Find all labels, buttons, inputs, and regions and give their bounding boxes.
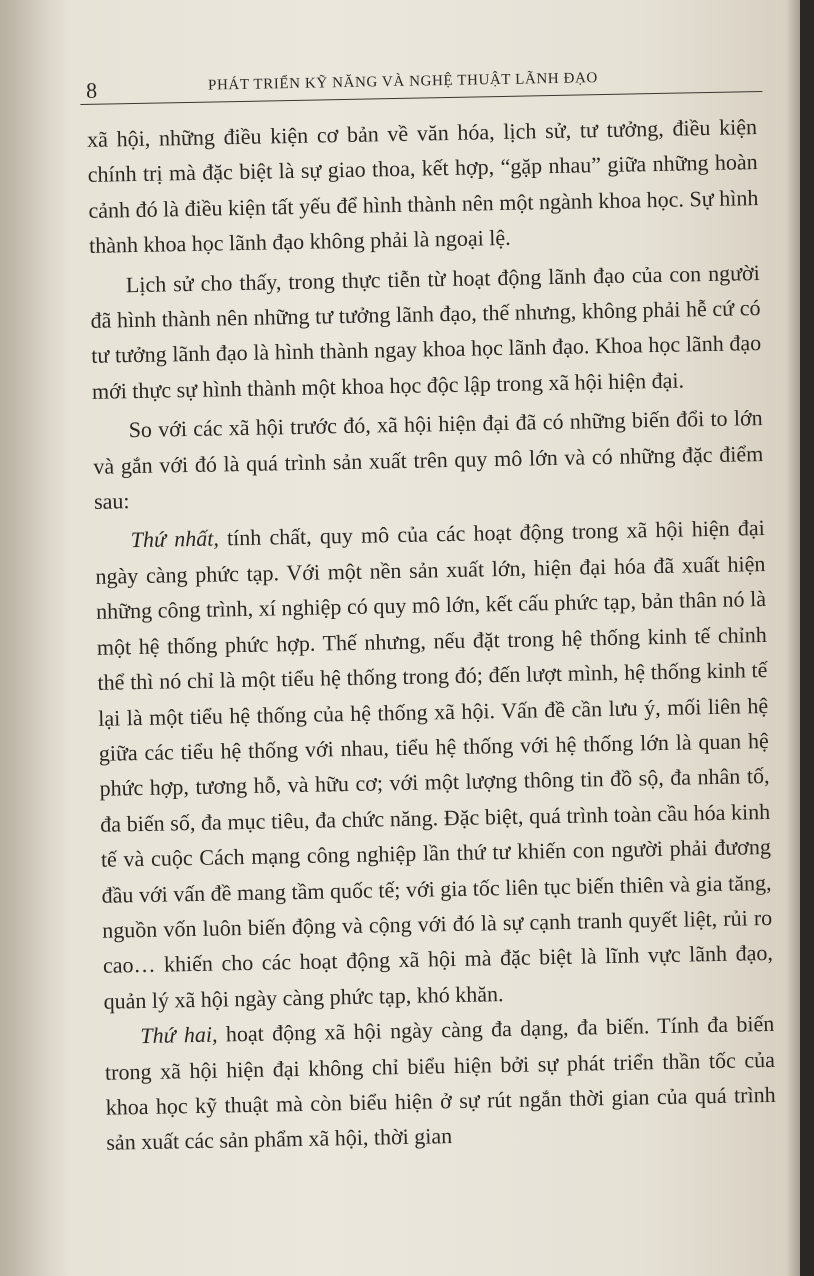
paragraph-3: So với các xã hội trước đó, xã hội hiện đại đã có những biến đổi to lớn và gắn với đó là quá trình sản xuất trên quy mô lớn và có những đặc điểm sau: <box>93 405 764 514</box>
paragraph-5 <box>104 1006 777 1160</box>
paragraph-2: Lịch sử cho thấy, trong thực tiễn từ hoạt động lãnh đạo của con người đã hình thành nên những tư tưởng lãnh đạo, thế nhưng, không phải hễ cứ có tư tưởng lãnh đạo là hình thành ngay khoa học lãnh đạo. Khoa học lãnh đạo mới thực sự hình thành một khoa học độc lập trong xã hội hiện đại. <box>90 259 762 404</box>
paragraph-4-lead: Thứ nhất, <box>130 525 220 553</box>
paragraph-4-text: tính chất, quy mô của các hoạt động trong xã hội hiện đại ngày càng phức tạp. Với một nền sản xuất lớn, hiện đại hóa đã xuất hiện những công trình, xí nghiệp có quy mô lớn, kết cấu phức tạp, bản thân nó là một hệ thống phức hợp. Thế nhưng, nếu đặt trong hệ thống kinh tế chỉnh thể thì nó chỉ là một tiểu hệ thống trong đó; đến lượt mình, hệ thống kinh tế lại là một tiểu hệ thống của hệ thống xã hội. Vấn đề cần lưu ý, mối liên hệ giữa các tiểu hệ thống với nhau, tiểu hệ thống với hệ thống lớn là quan hệ phức hợp, tương hỗ, và hữu cơ; với một lượng thông tin đồ sộ, đa nhân tố, đa biến số, đa mục tiêu, đa chức năng. Đặc biệt, quá trình toàn cầu hóa kinh tế và cuộc Cách mạng công nghiệp lần thứ tư khiến con người phải đương đầu với vấn đề mang tầm quốc tế; với gia tốc liên tục biến thiên và gia tăng, nguồn vốn luôn biến động và cộng với đó là sự cạnh tranh quyết liệt, rủi ro cao… khiến cho các hoạt động xã hội mà đặc biệt là lĩnh vực lãnh đạo, quản lý xã hội ngày càng phức tạp, khó khăn. <box>95 515 774 1014</box>
page-number: 8 <box>85 77 98 103</box>
header-rule <box>80 91 762 105</box>
paragraph-5-text: hoạt động xã hội ngày càng đa dạng, đa biến. Tính đa biến trong xã hội hiện đại không chỉ biểu hiện bởi sự phát triển thần tốc của khoa học kỹ thuật mà còn biểu hiện ở sự rút ngắn thời gian của quá trình sản xuất các sản phẩm xã hội, thời gian <box>104 1011 776 1156</box>
paragraph-1: xã hội, những điều kiện cơ bản về văn hóa, lịch sử, tư tưởng, điều kiện chính trị mà đặc biệt là sự giao thoa, kết hợp, “gặp nhau” giữa những hoàn cảnh đó là điều kiện tất yếu để hình thành nên một ngành khoa học. Sự hình thành khoa học lãnh đạo không phải là ngoại lệ. <box>86 114 759 259</box>
paragraph-5-lead: Thứ hai, <box>140 1021 218 1049</box>
running-title: PHÁT TRIỂN KỸ NĂNG VÀ NGHỆ THUẬT LÃNH ĐẠO <box>207 70 599 94</box>
body-text <box>87 109 777 1160</box>
paragraph-4 <box>94 510 773 1018</box>
